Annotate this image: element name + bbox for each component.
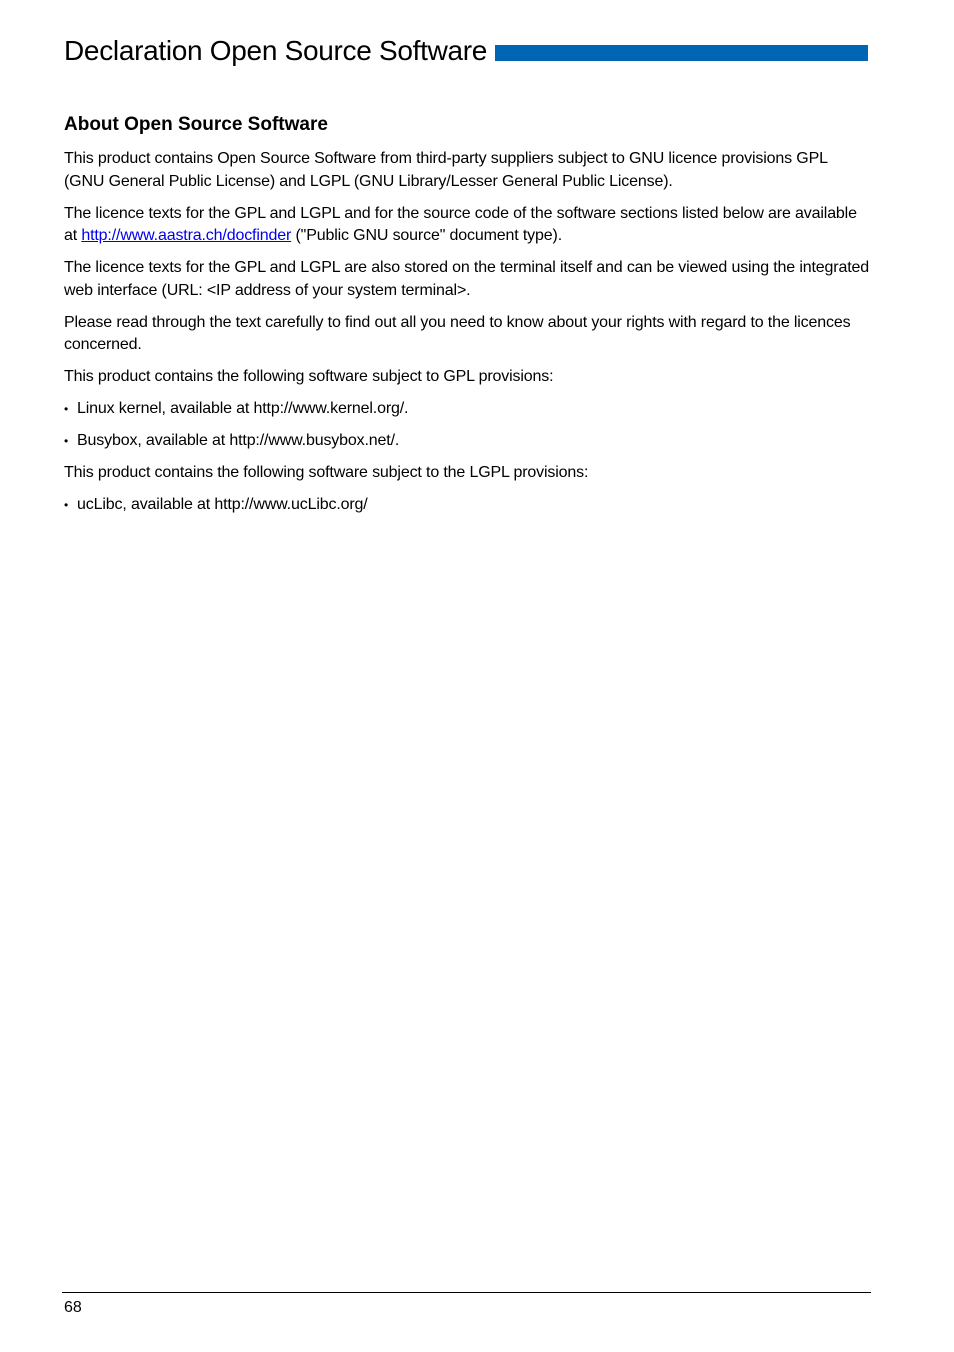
gpl-list bbox=[64, 398, 870, 453]
lgpl-intro: This product contains the following software subject to the LGPL provisions: bbox=[64, 464, 589, 481]
page-number: 68 bbox=[64, 1299, 82, 1316]
list-item bbox=[64, 494, 870, 517]
source-code-text-after: ("Public GNU source" document type). bbox=[291, 227, 562, 244]
list-item bbox=[64, 430, 870, 453]
page-header bbox=[64, 33, 868, 69]
list-item bbox=[64, 398, 870, 421]
rights-paragraph: Please read through the text carefully to find out all you need to know about your rights with regard to the licences concerned. bbox=[64, 313, 851, 353]
title-accent-bar bbox=[495, 45, 868, 61]
list-item-text: ucLibc, available at http://www.ucLibc.org/ bbox=[77, 496, 368, 513]
source-code-text-before: The licence texts for the GPL and LGPL and for the source code of the software sections listed below are available at bbox=[64, 204, 857, 244]
bullet-icon: • bbox=[64, 498, 69, 512]
bullet-icon: • bbox=[64, 402, 69, 416]
docfinder-link[interactable]: http://www.aastra.ch/docfinder bbox=[81, 227, 292, 244]
footer-divider bbox=[62, 1292, 871, 1293]
gpl-intro: This product contains the following software subject to GPL provisions: bbox=[64, 368, 554, 385]
intro-paragraph: This product contains Open Source Software from third-party suppliers subject to GNU licence provisions GPL (GNU General Public License) and LGPL (GNU Library/Lesser General Public License). bbox=[64, 150, 828, 190]
list-item-text: Linux kernel, available at http://www.kernel.org/. bbox=[77, 400, 409, 417]
source-code-paragraph bbox=[64, 203, 870, 248]
bullet-icon: • bbox=[64, 434, 69, 448]
lgpl-list bbox=[64, 494, 870, 517]
section-heading: About Open Source Software bbox=[64, 114, 328, 135]
licence-storage-paragraph: The licence texts for the GPL and LGPL are also stored on the terminal itself and can be viewed using the integrated web interface (URL: <IP address of your system terminal>. bbox=[64, 259, 870, 299]
page-title: Declaration Open Source Software bbox=[64, 35, 488, 66]
main-content bbox=[64, 112, 870, 526]
list-item-text: Busybox, available at http://www.busybox.net/. bbox=[77, 432, 400, 449]
